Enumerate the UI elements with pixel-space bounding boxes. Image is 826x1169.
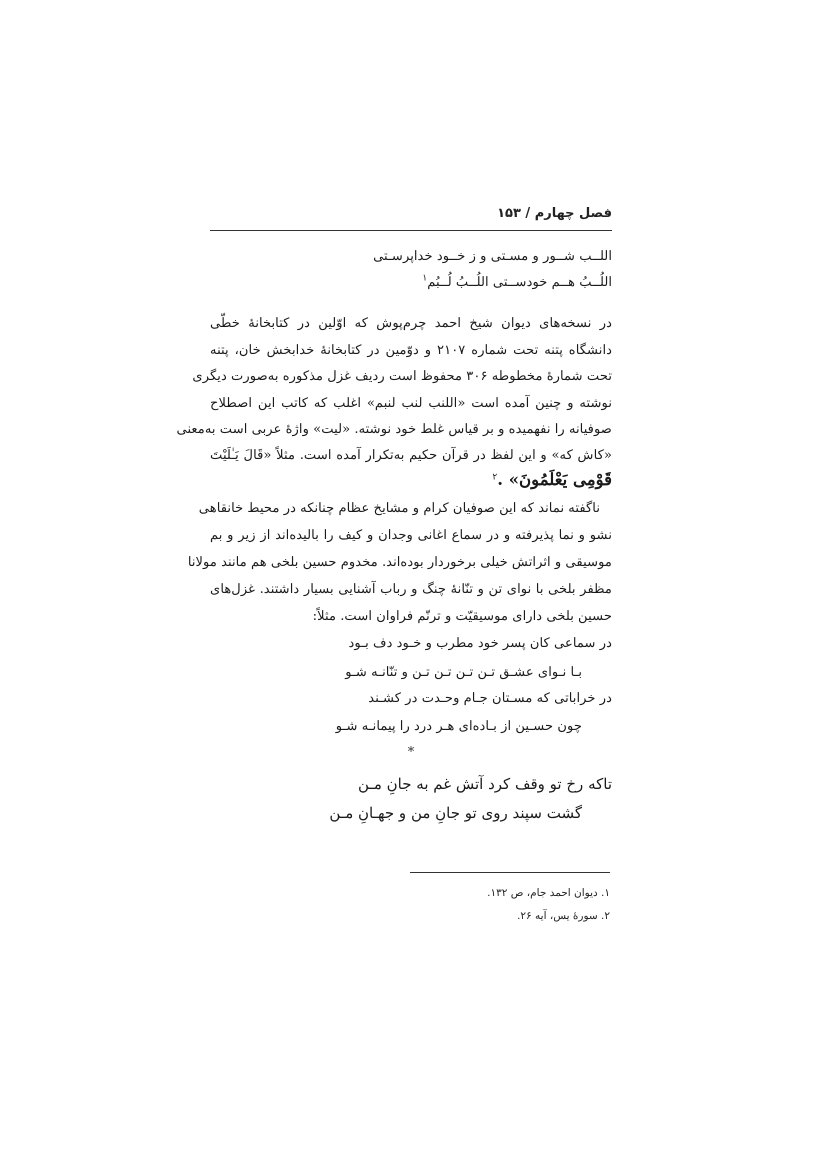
para2-line-4: مظفر بلخی با نوای تن و تنّانهٔ چنگ و رباب آشنایی بسیار داشتند. غزل‌های: [210, 582, 612, 597]
para1-line-6: «کاش که» و این لفظ در قرآن حکیم به‌تکرار آمده است. مثلاً «قَالَ يَـٰلَيْتَ: [210, 448, 612, 463]
footnote-rule: [410, 872, 610, 873]
para1-line-7: [492, 470, 612, 492]
section-separator: *: [407, 745, 415, 760]
quran-quote: قَوْمِى يَعْلَمُونَ» .: [497, 470, 612, 489]
footnote-ref-1: ۱: [422, 273, 428, 284]
footnote-2: ۲. سورهٔ یس، آیه ۲۶.: [517, 910, 610, 922]
para1-line-2: دانشگاه پتنه تحت شماره ۲۱۰۷ و دوّمین در کتابخانهٔ خدابخش خان، پتنه: [210, 343, 612, 358]
para1-line-5: صوفیانه را نفهمیده و بر قیاس غلط خود نوشته. «لیت» واژهٔ عربی است به‌معنی: [176, 422, 612, 437]
para1-line-4: نوشته و چنین آمده است «اللنب لنب لنبم» اغلب که کاتب این اصطلاح: [210, 396, 612, 411]
para2-line-3: موسیقی و اثراتش خیلی برخوردار بوده‌اند. مخدوم حسین بلخی هم مانند مولانا: [187, 555, 612, 570]
para2-line-2: نشو و نما پذیرفته و در سماع اغانی وجدان و کیف را بالیده‌اند از زیر و بم: [210, 528, 612, 543]
footnote-1: ۱. دیوان احمد جام، ص ۱۳۲.: [487, 887, 610, 899]
running-header: فصل چهارم / ۱۵۳: [497, 206, 612, 221]
verse-line-2: [422, 273, 612, 293]
verse2-line-2: بـا نـوای عشـق تـن تـن تـن تـن و تنّانـه شـو: [345, 665, 582, 680]
verse2-line-4: چون حسـین از بـاده‌ای هـر درد را پیمانـه شـو: [335, 719, 582, 734]
verse3-line-2: گشت سپند روی تو جانِ من و جهـانِ مـن: [329, 804, 582, 822]
header-rule: [210, 230, 612, 231]
para1-line-1: در نسخه‌های دیوان شیخ احمد چرم‌پوش که اوّلین در کتابخانهٔ خطّی: [210, 316, 612, 331]
verse2-line-1: در سماعی کان پسر خود مطرب و خـود دف بـود: [348, 636, 612, 651]
verse-line-1: اللــب شــور و مسـتی و ز خــود خداپرسـتی: [373, 249, 612, 264]
verse-line-2-text: اللُــبُ هــم خودســتی اللُــبُ لُــبُم: [427, 275, 612, 290]
para2-line-1: ناگفته نماند که این صوفیان کرام و مشایخ عظام چنانکه در محیط خانقاهی: [198, 501, 600, 516]
footnote-ref-2: ۲: [492, 472, 498, 483]
verse2-line-3: در خراباتی که مسـتان جـام وحـدت در کشـند: [368, 691, 612, 706]
verse3-line-1: تاکه رخ تو وقف کرد آتش غم به جانِ مـن: [358, 775, 612, 793]
para2-line-5: حسین بلخی دارای موسیقیّت و ترنّم فراوان است. مثلاً:: [312, 609, 612, 624]
para1-line-3: تحت شمارهٔ مخطوطه ۳۰۶ محفوظ است ردیف غزل مذکوره به‌صورت دیگری: [192, 369, 612, 384]
